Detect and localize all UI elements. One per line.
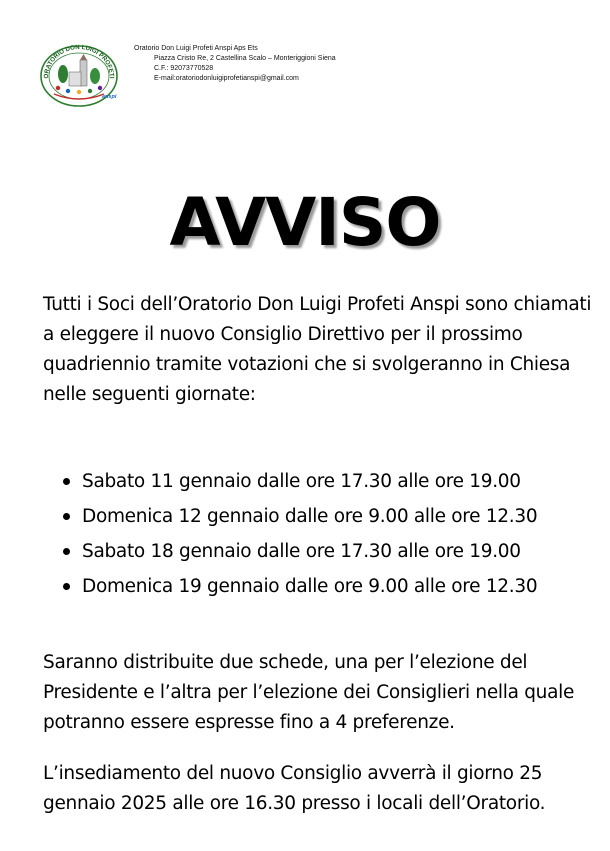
- org-tax-code: C.F.: 92073770528: [154, 65, 214, 72]
- logo-brand-text: anspi: [102, 94, 117, 100]
- logo-ring-text: ORATORIO DON LUIGI PROFETI: [42, 43, 116, 79]
- list-item: Sabato 18 gennaio dalle ore 17.30 alle ore 19.00: [60, 534, 580, 569]
- organization-header: [134, 44, 336, 84]
- oratorio-logo: [36, 42, 122, 108]
- list-item: Domenica 12 gennaio dalle ore 9.00 alle ore 12.30: [60, 499, 580, 534]
- intro-paragraph: Tutti i Soci dell’Oratorio Don Luigi Profeti Anspi sono chiamati a eleggere il nuovo Consiglio Direttivo per il prossimo quadriennio tramite votazioni che si svolgeranno in Chiesa nelle seguenti giornate:: [43, 294, 592, 405]
- installation-paragraph: L’insediamento del nuovo Consiglio avverrà il giorno 25 gennaio 2025 alle ore 16.30 presso i locali dell’Oratorio.: [43, 763, 546, 814]
- page-title: AVVISO: [169, 184, 441, 261]
- org-address: Piazza Cristo Re, 2 Castellina Scalo – Monteriggioni Siena: [154, 55, 336, 62]
- voting-schedule-list: [60, 464, 580, 604]
- ballot-paragraph: Saranno distribuite due schede, una per l’elezione del Presidente e l’altra per l’elezione dei Consiglieri nella quale potranno essere espresse fino a 4 preferenze.: [43, 652, 575, 733]
- list-item: Domenica 19 gennaio dalle ore 9.00 alle ore 12.30: [60, 569, 580, 604]
- org-name: Oratorio Don Luigi Profeti Anspi Aps Ets: [134, 45, 258, 52]
- org-email: E-mail:oratoriodonluigiprofetianspi@gmail.com: [154, 75, 299, 82]
- list-item: Sabato 11 gennaio dalle ore 17.30 alle ore 19.00: [60, 464, 580, 499]
